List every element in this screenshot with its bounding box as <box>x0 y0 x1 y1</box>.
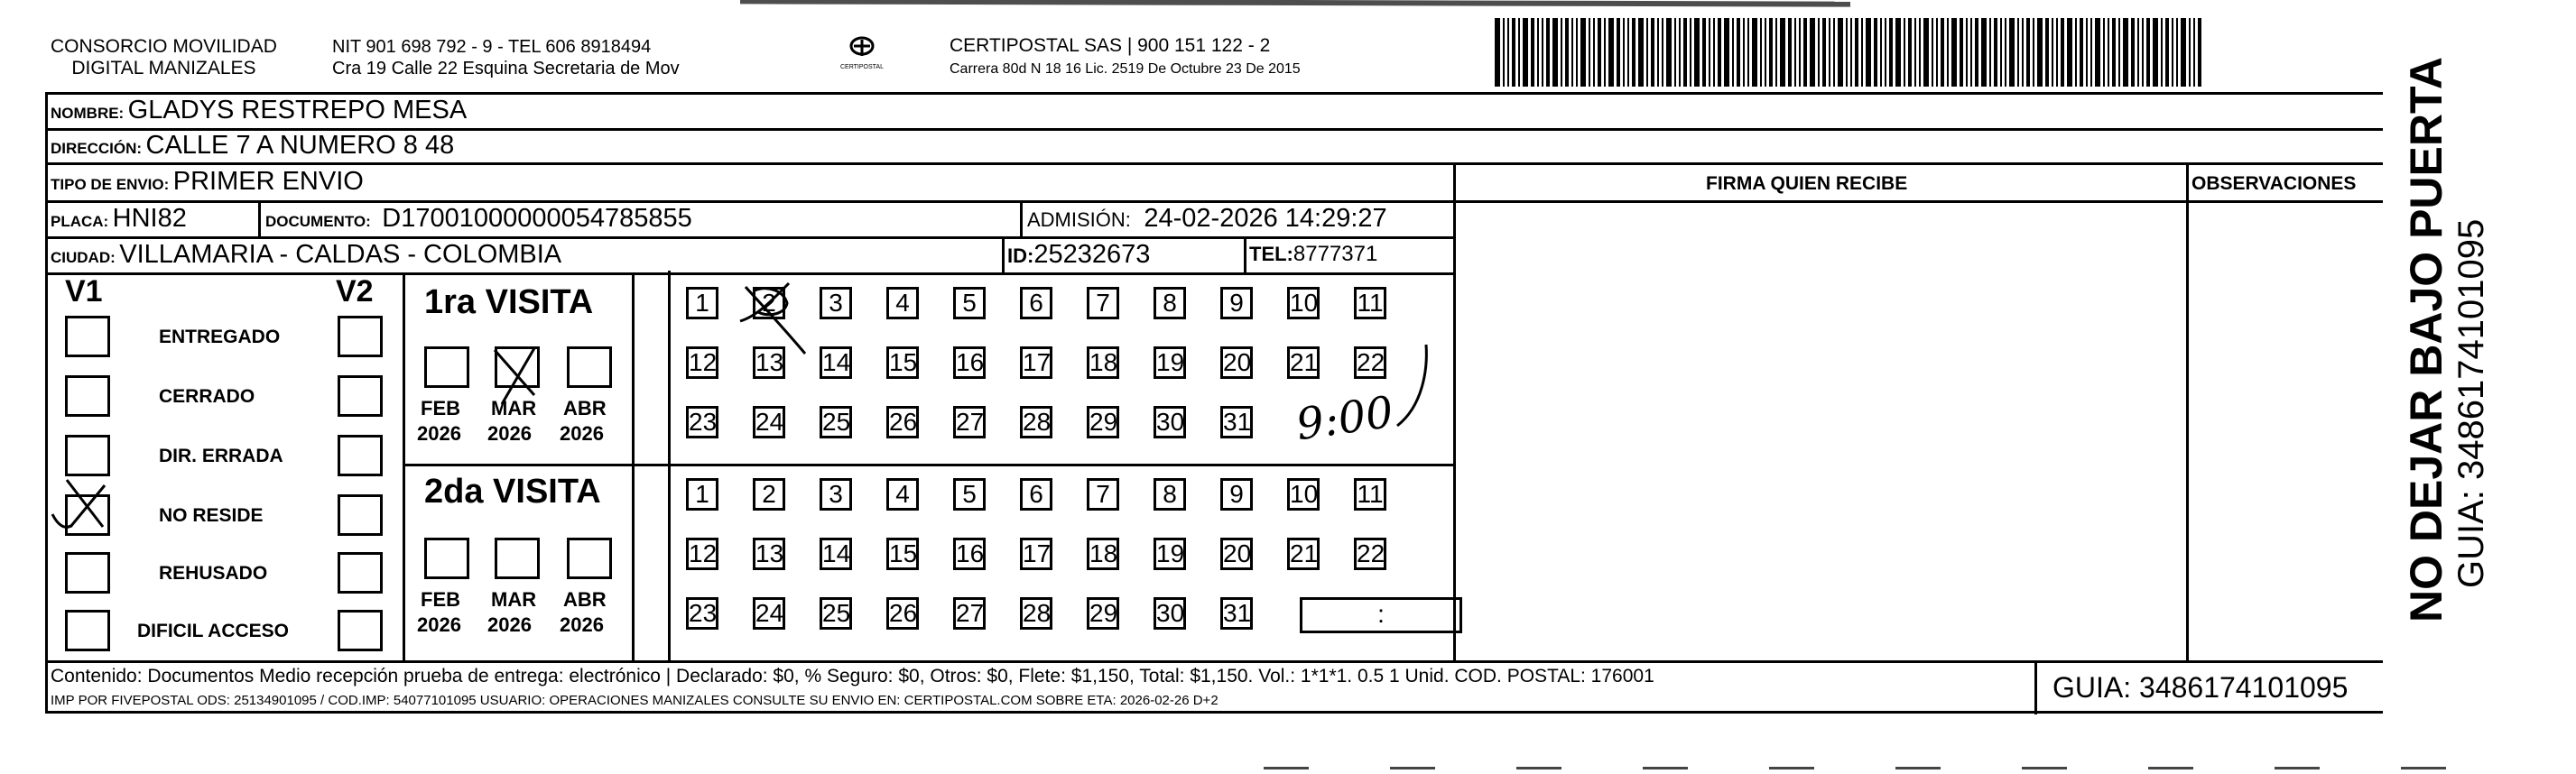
day-box[interactable]: 29 <box>1087 406 1119 438</box>
time-box[interactable]: : <box>1300 597 1462 633</box>
day-box[interactable]: 25 <box>820 597 852 630</box>
handwritten-time: 9:00 <box>1293 386 1397 451</box>
ciudad-label: CIUDAD: <box>51 249 116 266</box>
day-box[interactable]: 22 <box>1354 538 1386 570</box>
v1-label: V1 <box>65 274 103 309</box>
day-box[interactable]: 2 <box>753 478 785 511</box>
bottom-edge-marks <box>1264 767 2527 769</box>
day-box[interactable]: 1 <box>686 287 718 319</box>
tel-value: 8777371 <box>1293 242 1378 266</box>
month-label: FEB <box>421 588 460 611</box>
day-box[interactable]: 22 <box>1354 346 1386 379</box>
day-box[interactable]: 15 <box>886 346 919 379</box>
day-box[interactable]: 15 <box>886 538 919 570</box>
admision-value: 24-02-2026 14:29:27 <box>1144 204 1387 233</box>
day-box[interactable]: 10 <box>1287 478 1320 511</box>
status-label: DIR. ERRADA <box>159 446 283 466</box>
day-box[interactable]: 31 <box>1220 406 1253 438</box>
company-line1: CERTIPOSTAL SAS | 900 151 122 - 2 <box>950 35 1271 56</box>
day-box[interactable]: 27 <box>953 597 986 630</box>
day-box[interactable]: 2 <box>753 287 785 319</box>
day-box[interactable]: 11 <box>1354 478 1386 511</box>
day-box[interactable]: 8 <box>1154 478 1186 511</box>
nit-line2: Cra 19 Calle 22 Esquina Secretaria de Mov <box>332 59 680 78</box>
day-box[interactable]: 3 <box>820 287 852 319</box>
day-box[interactable]: 18 <box>1087 538 1119 570</box>
day-box[interactable]: 26 <box>886 597 919 630</box>
footer-imp: IMP POR FIVEPOSTAL ODS: 25134901095 / COD.IMP: 54077101095 USUARIO: OPERACIONES MANIZALES CONSULTE SU ENVIO EN: CERTIPOSTAL.COM SOBRE ETA: 2026-02-26 D+2 <box>51 693 1219 708</box>
tel-label: TEL: <box>1249 243 1293 265</box>
placa-value: HNI82 <box>112 204 187 233</box>
day-box[interactable]: 11 <box>1354 287 1386 319</box>
year-label: 2026 <box>417 613 461 636</box>
day-box[interactable]: 1 <box>686 478 718 511</box>
month-label: ABR <box>563 397 607 419</box>
day-box[interactable]: 26 <box>886 406 919 438</box>
logo-text: CERTIPOSTAL <box>840 64 884 70</box>
side-line2: GUIA: 3486174101095 <box>2451 218 2491 588</box>
side-text <box>2401 57 2536 622</box>
day-box[interactable]: 25 <box>820 406 852 438</box>
tipo-label: TIPO DE ENVIO: <box>51 176 170 193</box>
day-box[interactable]: 5 <box>953 287 986 319</box>
footer-guia: GUIA: 3486174101095 <box>2052 671 2349 704</box>
day-box[interactable]: 12 <box>686 538 718 570</box>
visit2-title: 2da VISITA <box>424 473 601 511</box>
day-box[interactable]: 16 <box>953 346 986 379</box>
documento-value: D17001000000054785855 <box>382 204 692 233</box>
day-box[interactable]: 13 <box>753 538 785 570</box>
status-label: ENTREGADO <box>159 327 281 347</box>
status-label: REHUSADO <box>159 563 268 584</box>
observaciones-header: OBSERVACIONES <box>2191 173 2357 194</box>
day-box[interactable]: 24 <box>753 406 785 438</box>
day-box[interactable]: 14 <box>820 538 852 570</box>
day-box[interactable]: 30 <box>1154 406 1186 438</box>
day-box[interactable]: 21 <box>1287 346 1320 379</box>
id-value: 25232673 <box>1033 240 1151 269</box>
day-box[interactable]: 29 <box>1087 597 1119 630</box>
day-box[interactable]: 6 <box>1020 287 1052 319</box>
ciudad-value: VILLAMARIA - CALDAS - COLOMBIA <box>119 240 562 269</box>
day-box[interactable]: 27 <box>953 406 986 438</box>
col-line <box>2034 660 2037 714</box>
placa-label: PLACA: <box>51 213 109 230</box>
day-box[interactable]: 10 <box>1287 287 1320 319</box>
year-label: 2026 <box>560 613 604 636</box>
footer-contenido: Contenido: Documentos Medio recepción prueba de entrega: electrónico | Declarado: $0, % Seguro: $0, Otros: $0, Flete: $1,150, Total: $1,150. Vol.: 1*1*1. 0.5 1 Unid. COD. POSTAL: 176001 <box>51 666 1654 686</box>
day-box[interactable]: 12 <box>686 346 718 379</box>
firma-header: FIRMA QUIEN RECIBE <box>1706 173 1908 194</box>
direccion-label: DIRECCIÓN: <box>51 140 143 157</box>
consortium-line1: CONSORCIO MOVILIDAD <box>51 36 277 57</box>
day-box[interactable]: 20 <box>1220 346 1253 379</box>
admision-label: ADMISIÓN: <box>1027 208 1131 231</box>
nit-line1: NIT 901 698 792 - 9 - TEL 606 8918494 <box>332 37 652 57</box>
year-label: 2026 <box>487 422 532 445</box>
status-label: CERRADO <box>159 386 255 407</box>
day-box[interactable]: 3 <box>820 478 852 511</box>
day-box[interactable]: 14 <box>820 346 852 379</box>
status-label: NO RESIDE <box>159 505 264 526</box>
year-label: 2026 <box>417 422 461 445</box>
direccion-value: CALLE 7 A NUMERO 8 48 <box>145 131 455 160</box>
day-box[interactable]: 7 <box>1087 478 1119 511</box>
nombre-value: GLADYS RESTREPO MESA <box>127 96 468 124</box>
day-box[interactable]: 16 <box>953 538 986 570</box>
day-box[interactable]: 17 <box>1020 346 1052 379</box>
nombre-label: NOMBRE: <box>51 105 125 122</box>
day-box[interactable]: 9 <box>1220 287 1253 319</box>
day-box[interactable]: 31 <box>1220 597 1253 630</box>
tipo-value: PRIMER ENVIO <box>172 167 364 196</box>
day-box[interactable]: 28 <box>1020 406 1052 438</box>
day-box[interactable]: 7 <box>1087 287 1119 319</box>
consortium-line2: DIGITAL MANIZALES <box>71 58 256 78</box>
company-line2: Carrera 80d N 18 16 Lic. 2519 De Octubre 23 De 2015 <box>950 61 1301 77</box>
day-box[interactable]: 19 <box>1154 346 1186 379</box>
v2-label: V2 <box>336 274 374 309</box>
day-box[interactable]: 18 <box>1087 346 1119 379</box>
day-box[interactable]: 8 <box>1154 287 1186 319</box>
day-box[interactable]: 21 <box>1287 538 1320 570</box>
year-label: 2026 <box>487 613 532 636</box>
day-box[interactable]: 28 <box>1020 597 1052 630</box>
day-box[interactable]: 5 <box>953 478 986 511</box>
visit1-title: 1ra VISITA <box>424 283 594 321</box>
day-box[interactable]: 13 <box>753 346 785 379</box>
day-box[interactable]: 20 <box>1220 538 1253 570</box>
day-box[interactable]: 30 <box>1154 597 1186 630</box>
status-label: DIFICIL ACCESO <box>137 621 290 641</box>
day-box[interactable]: 17 <box>1020 538 1052 570</box>
month-label: FEB <box>421 397 460 419</box>
day-box[interactable]: 4 <box>886 478 919 511</box>
side-line1: NO DEJAR BAJO PUERTA <box>2401 57 2451 622</box>
documento-label: DOCUMENTO: <box>265 213 371 230</box>
day-box[interactable]: 6 <box>1020 478 1052 511</box>
month-label: MAR <box>491 588 537 611</box>
day-box[interactable]: 24 <box>753 597 785 630</box>
month-label: MAR <box>491 397 537 419</box>
month-label: ABR <box>563 588 607 611</box>
id-label: ID: <box>1007 244 1034 267</box>
day-box[interactable]: 9 <box>1220 478 1253 511</box>
day-box[interactable]: 4 <box>886 287 919 319</box>
day-box[interactable]: 19 <box>1154 538 1186 570</box>
day-box[interactable]: 23 <box>686 406 718 438</box>
day-box[interactable]: 23 <box>686 597 718 630</box>
year-label: 2026 <box>560 422 604 445</box>
